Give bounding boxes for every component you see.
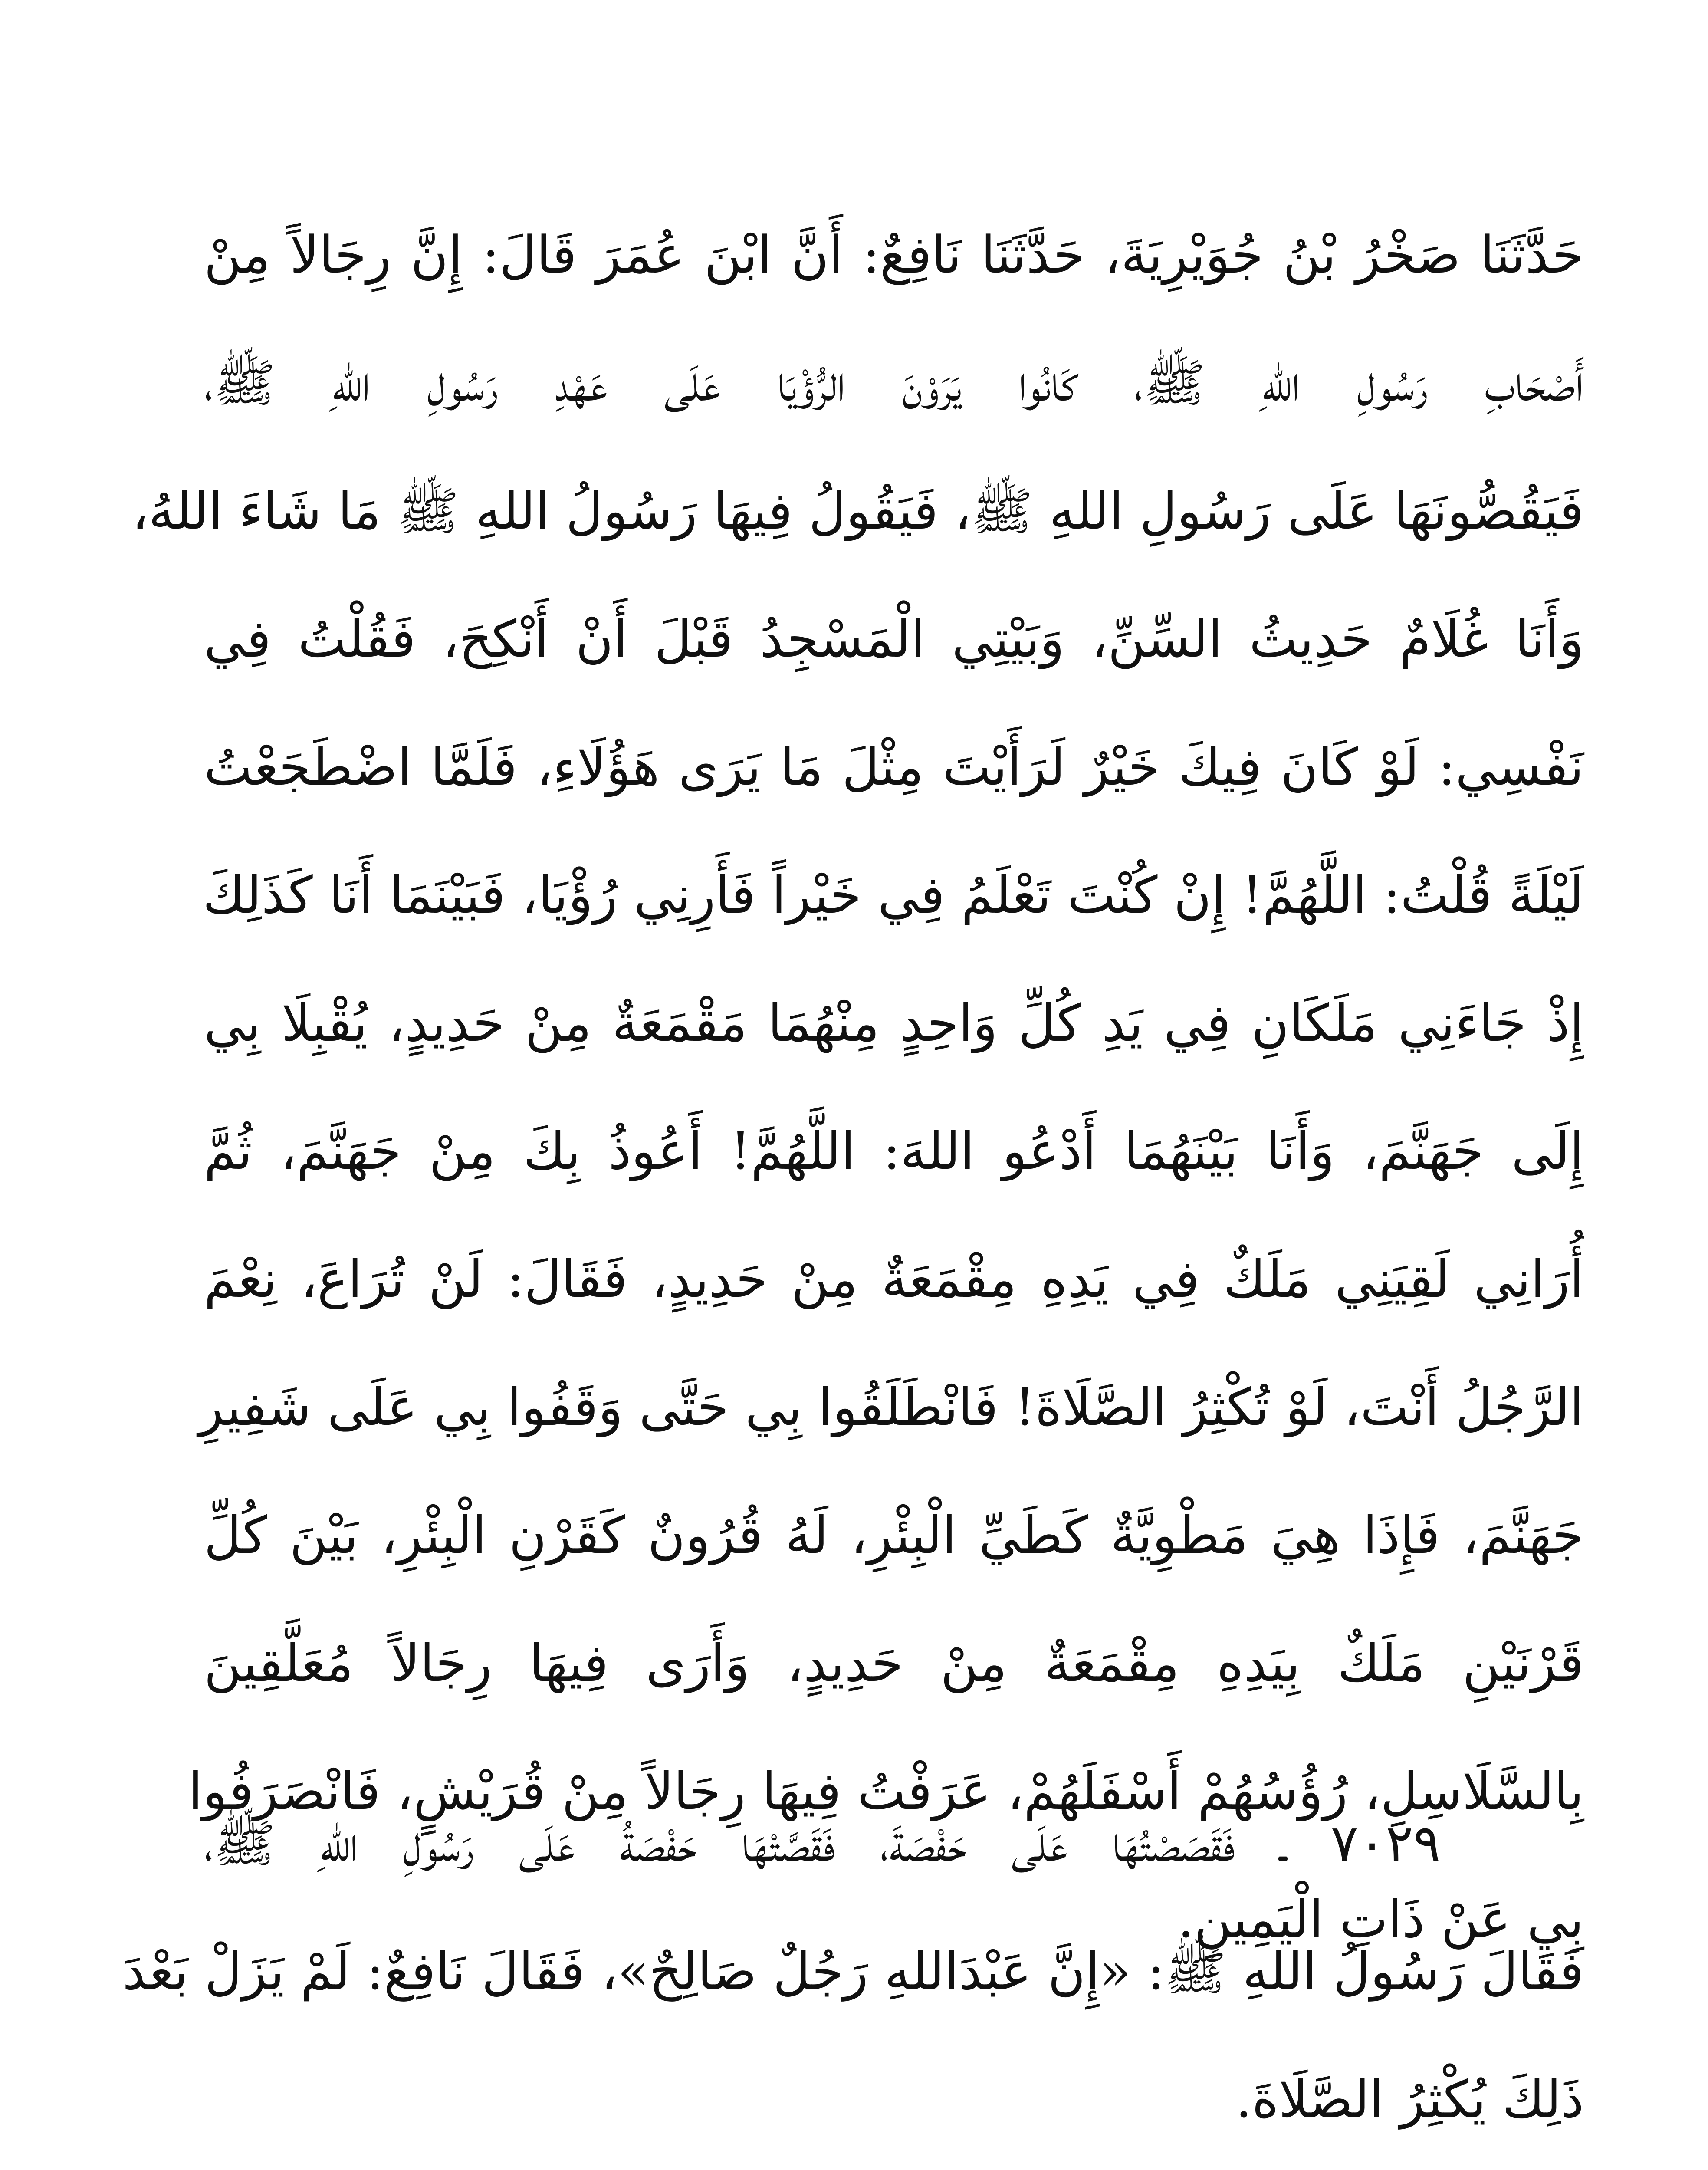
text-line: فَيَقُصُّونَهَا عَلَى رَسُولِ اللهِ ﷺ، فَيَقُولُ فِيهَا رَسُولُ اللهِ ﷺ مَا شَاءَ اللهُ،: [132, 481, 1584, 541]
text-line: قَرْنَيْنِ مَلَكٌ بِيَدِهِ مِقْمَعَةٌ مِنْ حَدِيدٍ، وَأَرَى فِيهَا رِجَالاً مُعَلَّقِينَ: [204, 1633, 1584, 1693]
hadith-line: ٧٠٢٩ ـ فَقَصَصْتُهَا عَلَى حَفْصَةَ، فَقَصَّتْهَا حَفْصَةُ عَلَى رَسُولِ اللهِ ﷺ،: [204, 1813, 1441, 1873]
text-line: بِالسَّلَاسِلِ، رُؤُسُهُمْ أَسْفَلَهُمْ، عَرَفْتُ فِيهَا رِجَالاً مِنْ قُرَيْشٍ، فَانْصَرَفُوا: [188, 1761, 1584, 1821]
text-line: أُرَانِي لَقِيَنِي مَلَكٌ فِي يَدِهِ مِقْمَعَةٌ مِنْ حَدِيدٍ، فَقَالَ: لَنْ تُرَاعَ، نِعْمَ: [204, 1249, 1584, 1309]
text-line: نَفْسِي: لَوْ كَانَ فِيكَ خَيْرٌ لَرَأَيْتَ مِثْلَ مَا يَرَى هَؤُلَاءِ، فَلَمَّا اضْطَجَعْتُ: [204, 737, 1584, 797]
hadith-line: ذَلِكَ يُكْثِرُ الصَّلَاةَ.: [1235, 2069, 1584, 2129]
hadith-line: فَقَالَ رَسُولُ اللهِ ﷺ: «إِنَّ عَبْدَاللهِ رَجُلٌ صَالِحٌ»، فَقَالَ نَافِعٌ: لَمْ يَزَلْ بَعْدَ: [122, 1941, 1584, 2001]
footnote: [204, 2166, 1397, 2170]
text-line: أَصْحَابِ رَسُولِ اللهِ ﷺ، كَانُوا يَرَوْنَ الرُّؤْيَا عَلَى عَهْدِ رَسُولِ اللهِ ﷺ،: [204, 353, 1584, 413]
text-line: حَدَّثَنَا صَخْرُ بْنُ جُوَيْرِيَةَ، حَدَّثَنَا نَافِعٌ: أَنَّ ابْنَ عُمَرَ قَالَ: إِنَّ رِجَالاً مِنْ: [204, 225, 1584, 285]
text-line: إِلَى جَهَنَّمَ، وَأَنَا بَيْنَهُمَا أَدْعُو اللهَ: اللَّهُمَّ! أَعُوذُ بِكَ مِنْ جَهَنَّمَ، ثُمَّ: [204, 1121, 1584, 1181]
text-line: بِي عَنْ ذَاتِ الْيَمِينِ.: [1178, 1889, 1584, 1949]
main-paragraph: [132, 191, 1584, 1983]
text-line: الرَّجُلُ أَنْتَ، لَوْ تُكْثِرُ الصَّلَاةَ! فَانْطَلَقُوا بِي حَتَّى وَقَفُوا بِي عَلَى شَفِيرِ: [198, 1377, 1584, 1437]
text-line: وَأَنَا غُلَامٌ حَدِيثُ السِّنِّ، وَبَيْتِي الْمَسْجِدُ قَبْلَ أَنْ أَنْكِحَ، فَقُلْتُ فِي: [204, 609, 1584, 669]
text-line: جَهَنَّمَ، فَإِذَا هِيَ مَطْوِيَّةٌ كَطَيِّ الْبِئْرِ، لَهُ قُرُونٌ كَقَرْنِ الْبِئْرِ، بَيْنَ كُلِّ: [204, 1505, 1584, 1565]
text-line: إِذْ جَاءَنِي مَلَكَانِ فِي يَدِ كُلِّ وَاحِدٍ مِنْهُمَا مَقْمَعَةٌ مِنْ حَدِيدٍ، يُقْبِلَا بِي: [204, 993, 1584, 1053]
hadith-7029: [122, 1779, 1584, 2163]
text-line: لَيْلَةً قُلْتُ: اللَّهُمَّ! إِنْ كُنْتَ تَعْلَمُ فِي خَيْراً فَأَرِنِي رُؤْيَا، فَبَيْنَمَا أَنَا كَذَلِكَ: [203, 865, 1584, 925]
